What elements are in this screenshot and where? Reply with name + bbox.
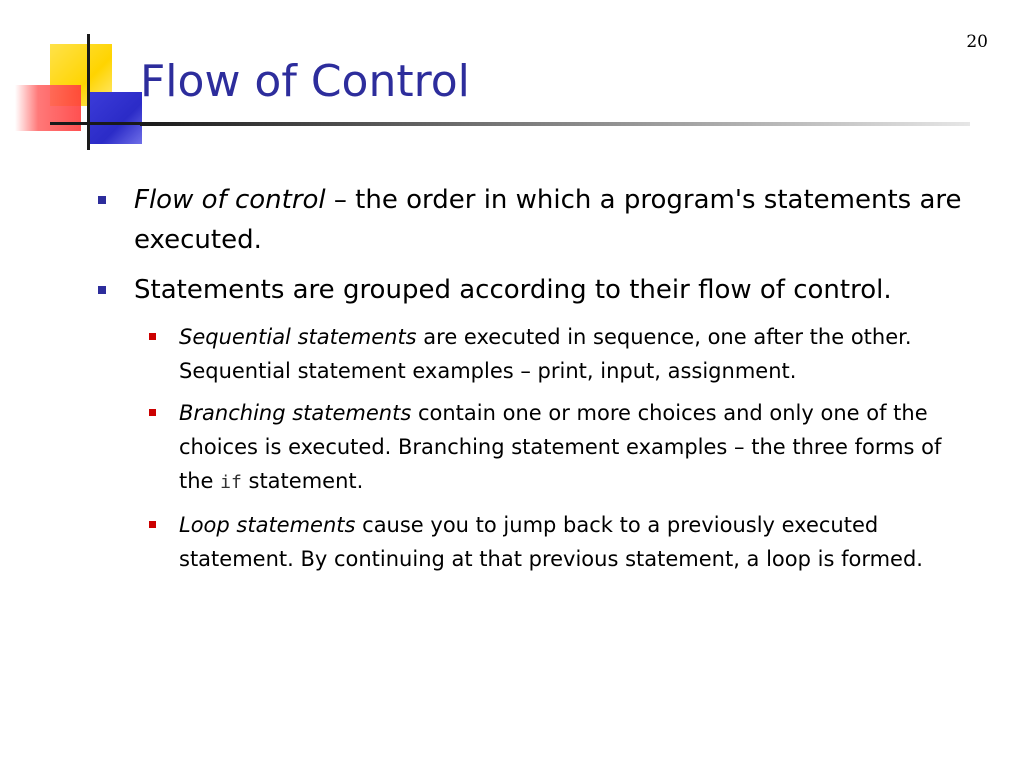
square-bullet-icon: [149, 333, 156, 340]
bullet-flow-of-control: [96, 180, 976, 260]
code-keyword-if: if: [220, 472, 242, 493]
square-bullet-icon: [98, 196, 106, 204]
title-underline: [140, 122, 970, 126]
blue-square-shape: [90, 92, 142, 144]
sub-bullet-term: Branching statements: [179, 401, 412, 425]
sub-bullet-sequential: [96, 320, 976, 388]
bullet-term: Flow of control: [134, 185, 326, 215]
sub-bullet-text: are executed in sequence, one after the other. Sequential statement examples – print, input, assignment.: [179, 325, 912, 383]
sub-bullet-text-end: statement.: [241, 469, 364, 493]
sub-bullet-term: Loop statements: [179, 513, 356, 537]
square-bullet-icon: [98, 286, 106, 294]
horizontal-line-shape: [50, 122, 150, 125]
vertical-line-shape: [87, 34, 90, 150]
slide-content: [96, 180, 976, 584]
square-bullet-icon: [149, 409, 156, 416]
sub-bullet-text: contain one or more choices and only one of the choices is executed. Branching statement examples – the three forms of the: [179, 401, 942, 493]
sub-bullet-term: Sequential statements: [179, 325, 417, 349]
slide-title: Flow of Control: [140, 56, 470, 107]
page-number: 20: [966, 32, 988, 52]
sub-bullet-text: cause you to jump back to a previously executed statement. By continuing at that previous statement, a loop is formed.: [179, 513, 923, 571]
square-bullet-icon: [149, 521, 156, 528]
bullet-statements-grouped: [96, 270, 976, 310]
sub-bullet-branching: [96, 396, 976, 500]
bullet-text: – the order in which a program's statements are executed.: [134, 185, 962, 255]
sub-bullet-loop: [96, 508, 976, 576]
bullet-text: Statements are grouped according to their flow of control.: [134, 275, 892, 305]
